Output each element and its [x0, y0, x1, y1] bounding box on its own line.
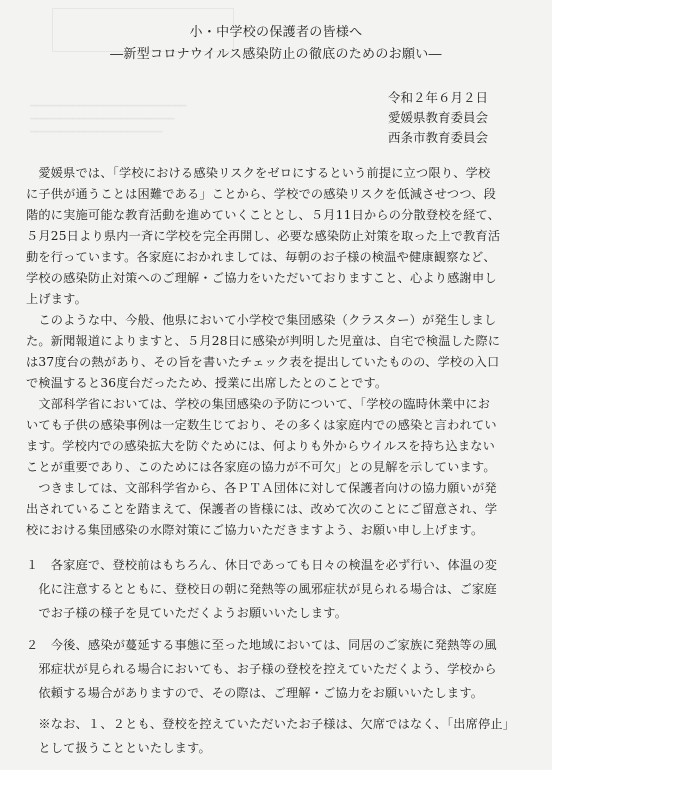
- list-item-1: １ 各家庭で、登校前はもちろん、休日であっても日々の検温を必ず行い、体温の変 化に注意するとともに、登校日の朝に発熱等の風邪症状が見られる場合は、ご家庭 でお子様の様子を見ていただくようお願いいたします。: [26, 558, 498, 620]
- issuer-saijo: 西条市教育委員会: [388, 130, 489, 145]
- document-title: 小・中学校の保護者の皆様へ: [189, 25, 363, 40]
- issue-date: 令和２年６月２日: [388, 90, 489, 105]
- document-subtitle: ―新型コロナウイルス感染防止の徹底のためのお願い―: [110, 47, 442, 62]
- list-item-2: ２ 今後、感染が蔓延する事態に至った地域においては、同居のご家族に発熱等の風 邪症状が見られる場合においても、お子様の登校を控えていただくよう、学校から 依頼する場合がありますので、その際は、ご理解・ご協力をお願いいたします。: [26, 638, 497, 700]
- paragraph-intro: 愛媛県では、「学校における感染リスクをゼロにするという前提に立つ限り、学校 に子供が通うことは困難である」ことから、学校での感染リスクを低減させつつ、段 階的に実施可能な教育活動を進めていくこととし、５月11日からの分散登校を経て、 ５月25日より県内一斉に学校を完全再開し、必要な感染防止対策を取った上で教育活 動を行っています。各家庭におかれましては、毎朝のお子様の検温や健康観察など、 学校の感染防止対策へのご理解・ご協力をいただいておりますこと、心より感謝申し 上げます。: [26, 166, 501, 306]
- paragraph-request: つきましては、文部科学省から、各ＰＴＡ団体に対して保護者向けの協力願いが発 出されていることを踏まえて、保護者の皆様には、改めて次のことにご留意され、学 校における集団感染の水際対策にご協力いただきますよう、お願い申し上げます。: [26, 481, 498, 537]
- note: ※なお、１、２とも、登校を控えていただいたお子様は、欠席ではなく、「出席停止」 として扱うことといたします。: [38, 717, 516, 755]
- paragraph-cluster: このような中、今般、他県において小学校で集団感染（クラスター）が発生しまし た。新聞報道によりますと、５月28日に感染が判明した児童は、自宅で検温した際に は37度台の熱があり、その旨を書いたチェック表を提出していたものの、学校の入口 で検温すると36度台だったため、授業に出席したとのことです。: [26, 313, 501, 390]
- issuer-ehime: 愛媛県教育委員会: [388, 110, 489, 125]
- paragraph-mext: 文部科学省においては、学校の集団感染の予防について、「学校の臨時休業中にお いても子供の感染事例は一定数生じており、その多くは家庭内での感染と言われてい ます。学校内での感染拡大を防ぐためには、何よりも外からウイルスを持ち込まない ことが重要であり、このためには各家庭の協力が不可欠」との見解を示しています。: [26, 397, 497, 474]
- bleed-through-marks: ━━━━━━━━━━━━━━━━━━━━━━━━━━ ━━━━━━━━━━━━━━━━━━━━━━━━ ━━━━━━━━━━━━━━━━━━━━━━: [30, 101, 187, 138]
